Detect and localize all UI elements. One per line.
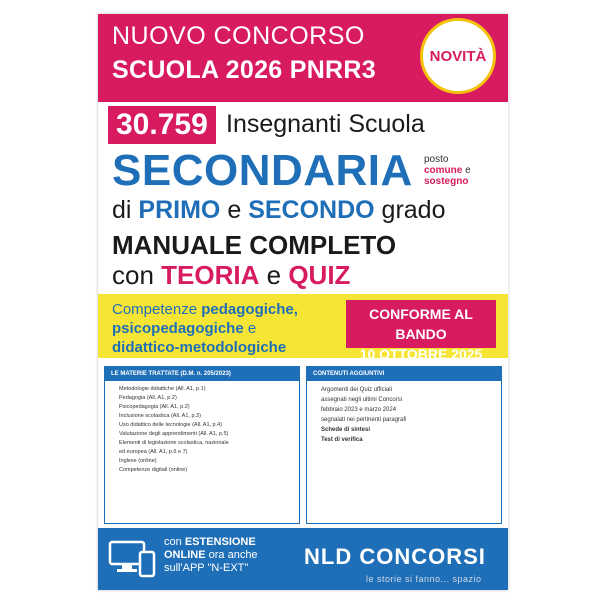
watermark-text: le storie si fanno... spazio <box>366 574 482 584</box>
competenze-1b: pedagogiche, <box>201 301 298 318</box>
conforme-line1: CONFORME AL BANDO <box>369 306 473 342</box>
insegnanti-label: Insegnanti Scuola <box>226 110 425 138</box>
list-item: assegnati negli ultimi Concorsi <box>321 397 403 403</box>
comune-word: comune <box>424 165 463 176</box>
e-word: e <box>465 165 471 176</box>
list-item: • Inclusione scolastica (All. A1, p.3) <box>119 412 293 421</box>
competenze-text <box>112 300 298 357</box>
list-item: • Elementi di legislazione scolastica, nazionale <box>119 439 293 448</box>
contenuti-panel <box>306 366 502 524</box>
sostegno-word: sostegno <box>424 176 469 187</box>
main-title: SECONDARIA <box>112 146 413 195</box>
header-line2: SCUOLA 2026 PNRR3 <box>112 56 376 84</box>
grado-di: di <box>112 196 132 224</box>
quiz-word: QUIZ <box>288 260 351 290</box>
manuale-title: MANUALE COMPLETO <box>112 230 397 260</box>
conforme-badge <box>346 300 496 362</box>
list-item: • Metodologie didattiche (All. A1, p.1) <box>119 385 293 394</box>
competenze-2a: psicopedagogiche <box>112 320 244 337</box>
footer-con: con <box>164 536 182 548</box>
devices-icon <box>108 538 156 578</box>
posto-word: posto <box>424 154 449 165</box>
competenze-2b: e <box>247 320 257 337</box>
footer-estensione: ESTENSIONE <box>184 536 256 548</box>
teacher-count: 30.759 <box>108 106 216 144</box>
list-item: • Psicopedagogia (All. A1, p.2) <box>119 403 293 412</box>
and-word: e <box>266 260 282 290</box>
novita-label: NOVITÀ <box>429 47 487 65</box>
competenze-3: didattico-metodologiche <box>112 339 287 356</box>
grado-e: e <box>227 196 242 224</box>
materie-list <box>105 381 299 475</box>
footer-app: sull'APP "N-EXT" <box>164 562 249 574</box>
list-item: febbraio 2023 e marzo 2024 <box>321 407 397 413</box>
list-item: • Uso didattico delle tecnologie (All. A1, p.4) <box>119 421 293 430</box>
teoria-word: TEORIA <box>161 260 260 290</box>
estensione-text <box>164 536 258 575</box>
list-item: • Inglese (online) <box>119 457 293 466</box>
list-item: ed europea (All. A1, p.6 e 7) <box>119 449 188 455</box>
materie-header: LE MATERIE TRATTATE (D.M. n. 205/2023) <box>105 367 299 381</box>
con-word: con <box>112 260 154 290</box>
posto-note <box>424 154 471 187</box>
grado-secondo: SECONDO <box>248 196 375 224</box>
list-item: • Valutazione degli apprendimenti (All. A1, p.5) <box>119 430 293 439</box>
materie-panel <box>104 366 300 524</box>
conforme-line2: 10 OTTOBRE 2025 <box>359 346 483 362</box>
footer-ora-anche: ora anche <box>208 549 258 561</box>
book-cover <box>98 14 508 590</box>
header-line1: NUOVO CONCORSO <box>112 22 365 50</box>
list-item: • Schede di sintesi <box>321 425 495 435</box>
competenze-1a: Competenze <box>112 301 198 318</box>
list-item: • Test di verifica <box>321 435 495 445</box>
contenuti-header: CONTENUTI AGGIUNTIVI <box>307 367 501 381</box>
grado-line <box>112 196 446 225</box>
list-item: • Competenze digitali (online) <box>119 466 293 475</box>
list-item: segnalati nei pertinenti paragrafi <box>321 417 407 423</box>
contenuti-list <box>307 381 501 445</box>
grado-word: grado <box>381 196 446 224</box>
list-item: • Argomenti dei Quiz ufficiali <box>321 385 495 395</box>
list-item: • Pedagogia (All. A1, p.2) <box>119 394 293 403</box>
footer-online: ONLINE <box>164 549 206 561</box>
novita-badge <box>420 18 496 94</box>
grado-primo: PRIMO <box>138 196 221 224</box>
teoria-quiz-line <box>112 260 350 291</box>
publisher-logo: NLD CONCORSI <box>304 544 486 569</box>
